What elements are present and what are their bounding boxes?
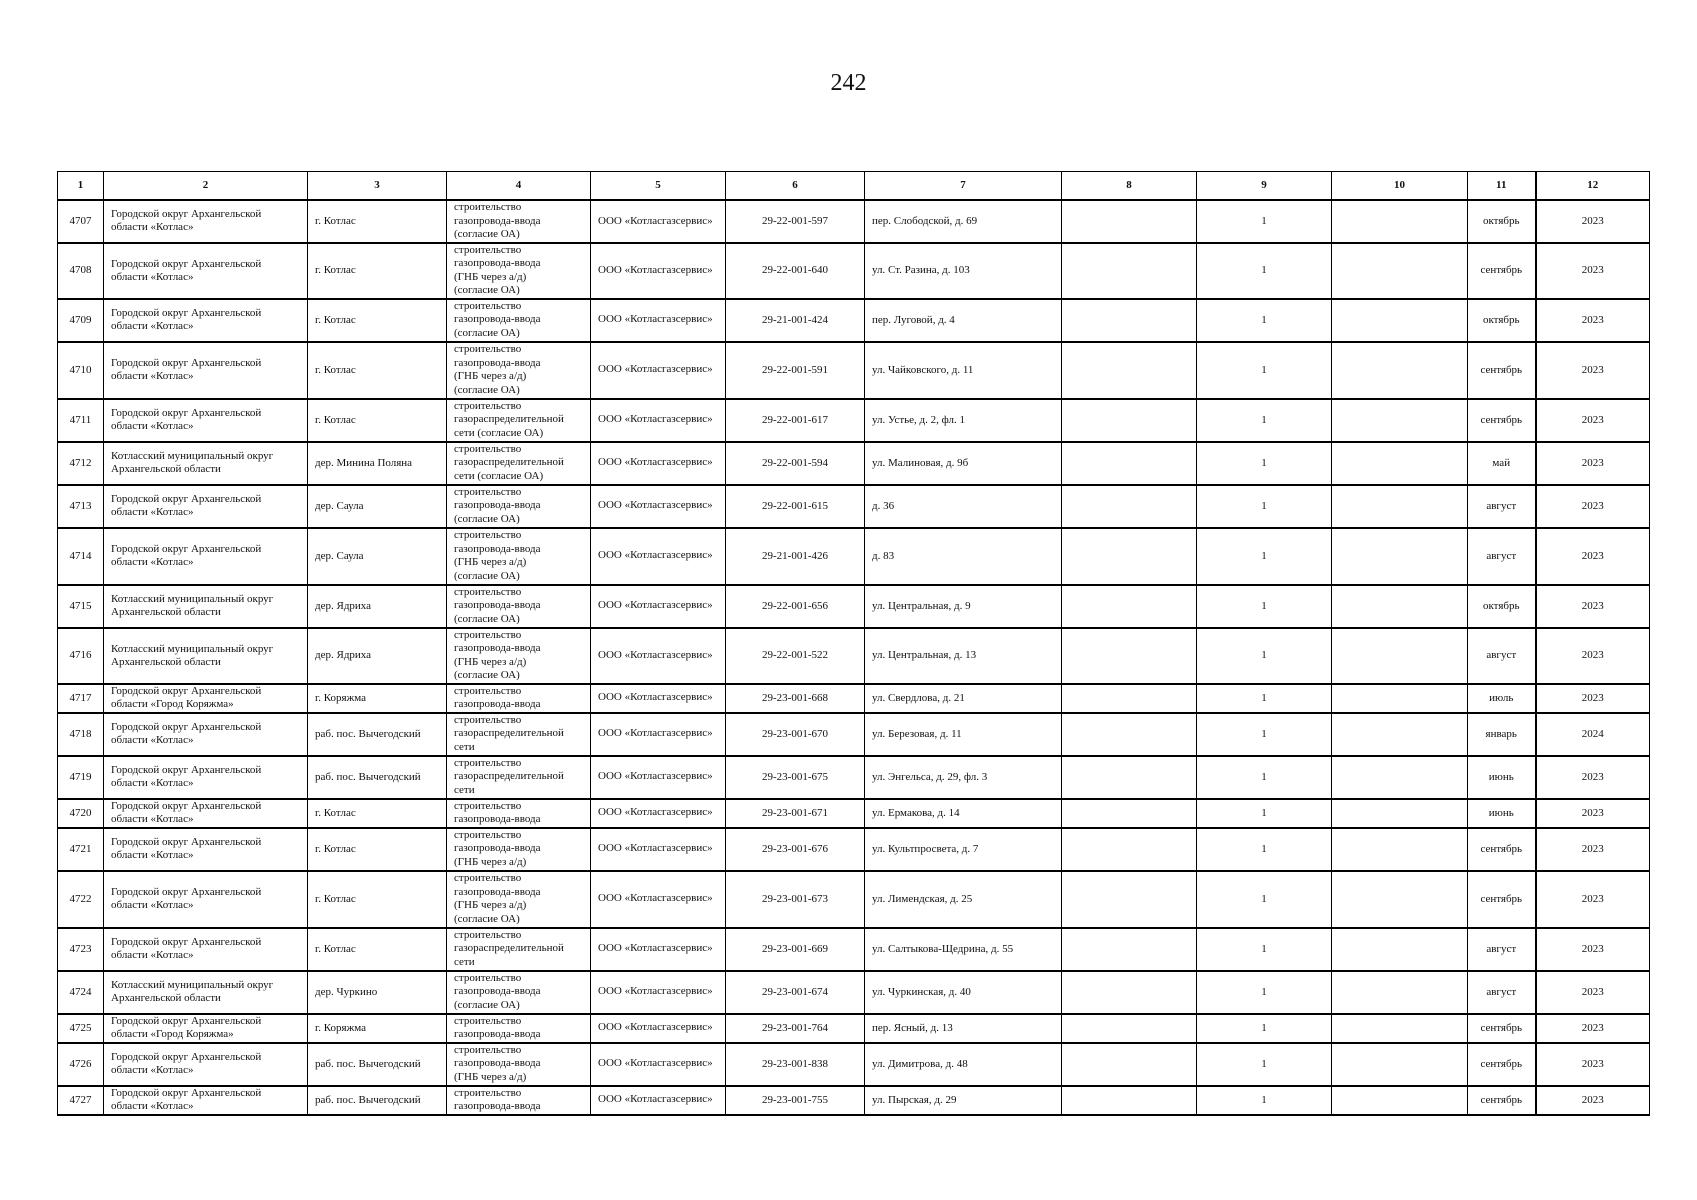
object-code-cell: 29-22-001-591 <box>726 342 865 399</box>
column-8-cell <box>1062 485 1197 528</box>
table-header-row <box>58 172 1650 201</box>
organization-cell: ООО «Котласгазсервис» <box>591 928 726 971</box>
address-cell: ул. Устье, д. 2, фл. 1 <box>865 399 1062 442</box>
work-type-cell: строительство газопровода-ввода (ГНБ через а/д) (согласие ОА) <box>447 628 591 684</box>
row-number-cell: 4708 <box>58 243 104 299</box>
row-number-cell: 4716 <box>58 628 104 684</box>
region-cell: Городской округ Архангельской области «Котлас» <box>104 756 308 799</box>
column-8-cell <box>1062 928 1197 971</box>
organization-cell: ООО «Котласгазсервис» <box>591 713 726 756</box>
column-10-cell <box>1332 485 1468 528</box>
organization-cell: ООО «Котласгазсервис» <box>591 243 726 299</box>
column-header: 9 <box>1197 172 1332 201</box>
column-8-cell <box>1062 528 1197 585</box>
row-number-cell: 4725 <box>58 1014 104 1043</box>
table-row <box>58 713 1650 756</box>
year-cell: 2023 <box>1536 528 1650 585</box>
month-cell: август <box>1468 928 1536 971</box>
column-header: 12 <box>1536 172 1650 201</box>
address-cell: ул. Димитрова, д. 48 <box>865 1043 1062 1086</box>
organization-cell: ООО «Котласгазсервис» <box>591 442 726 485</box>
column-10-cell <box>1332 442 1468 485</box>
organization-cell: ООО «Котласгазсервис» <box>591 342 726 399</box>
region-cell: Городской округ Архангельской области «Котлас» <box>104 342 308 399</box>
address-cell: ул. Центральная, д. 9 <box>865 585 1062 628</box>
table-row <box>58 243 1650 299</box>
work-type-cell: строительство газораспределительной сети (согласие ОА) <box>447 442 591 485</box>
region-cell: Городской округ Архангельской области «Город Коряжма» <box>104 1014 308 1043</box>
column-10-cell <box>1332 243 1468 299</box>
quantity-cell: 1 <box>1197 1086 1332 1115</box>
year-cell: 2023 <box>1536 399 1650 442</box>
address-cell: ул. Малиновая, д. 9б <box>865 442 1062 485</box>
page-number: 242 <box>830 70 867 96</box>
region-cell: Городской округ Архангельской области «Котлас» <box>104 399 308 442</box>
table-row <box>58 756 1650 799</box>
column-10-cell <box>1332 971 1468 1014</box>
column-10-cell <box>1332 1043 1468 1086</box>
year-cell: 2023 <box>1536 756 1650 799</box>
organization-cell: ООО «Котласгазсервис» <box>591 799 726 828</box>
row-number-cell: 4713 <box>58 485 104 528</box>
column-10-cell <box>1332 200 1468 243</box>
table-row <box>58 399 1650 442</box>
year-cell: 2023 <box>1536 243 1650 299</box>
year-cell: 2023 <box>1536 828 1650 871</box>
column-10-cell <box>1332 628 1468 684</box>
quantity-cell: 1 <box>1197 828 1332 871</box>
table-row <box>58 1014 1650 1043</box>
region-cell: Городской округ Архангельской области «Котлас» <box>104 828 308 871</box>
work-type-cell: строительство газопровода-ввода <box>447 1086 591 1115</box>
organization-cell: ООО «Котласгазсервис» <box>591 200 726 243</box>
table-row <box>58 628 1650 684</box>
locality-cell: раб. пос. Вычегодский <box>308 713 447 756</box>
region-cell: Городской округ Архангельской области «Город Коряжма» <box>104 684 308 713</box>
column-8-cell <box>1062 243 1197 299</box>
object-code-cell: 29-22-001-640 <box>726 243 865 299</box>
row-number-cell: 4717 <box>58 684 104 713</box>
month-cell: октябрь <box>1468 200 1536 243</box>
column-header: 4 <box>447 172 591 201</box>
locality-cell: г. Котлас <box>308 928 447 971</box>
year-cell: 2023 <box>1536 971 1650 1014</box>
locality-cell: дер. Чуркино <box>308 971 447 1014</box>
organization-cell: ООО «Котласгазсервис» <box>591 585 726 628</box>
column-8-cell <box>1062 871 1197 928</box>
column-10-cell <box>1332 871 1468 928</box>
region-cell: Городской округ Архангельской области «Котлас» <box>104 928 308 971</box>
row-number-cell: 4726 <box>58 1043 104 1086</box>
work-type-cell: строительство газопровода-ввода (ГНБ через а/д) <box>447 828 591 871</box>
year-cell: 2023 <box>1536 485 1650 528</box>
column-10-cell <box>1332 799 1468 828</box>
organization-cell: ООО «Котласгазсервис» <box>591 628 726 684</box>
object-code-cell: 29-23-001-670 <box>726 713 865 756</box>
quantity-cell: 1 <box>1197 928 1332 971</box>
year-cell: 2023 <box>1536 342 1650 399</box>
month-cell: июль <box>1468 684 1536 713</box>
organization-cell: ООО «Котласгазсервис» <box>591 1043 726 1086</box>
organization-cell: ООО «Котласгазсервис» <box>591 1014 726 1043</box>
column-header: 1 <box>58 172 104 201</box>
column-10-cell <box>1332 585 1468 628</box>
row-number-cell: 4722 <box>58 871 104 928</box>
column-8-cell <box>1062 200 1197 243</box>
address-cell: ул. Чайковского, д. 11 <box>865 342 1062 399</box>
organization-cell: ООО «Котласгазсервис» <box>591 485 726 528</box>
month-cell: октябрь <box>1468 299 1536 342</box>
object-code-cell: 29-23-001-755 <box>726 1086 865 1115</box>
table-row <box>58 200 1650 243</box>
region-cell: Котласский муниципальный округ Архангельской области <box>104 442 308 485</box>
column-8-cell <box>1062 399 1197 442</box>
year-cell: 2023 <box>1536 585 1650 628</box>
work-type-cell: строительство газопровода-ввода <box>447 684 591 713</box>
table-row <box>58 828 1650 871</box>
table-row <box>58 971 1650 1014</box>
locality-cell: г. Котлас <box>308 399 447 442</box>
work-type-cell: строительство газораспределительной сети <box>447 713 591 756</box>
locality-cell: дер. Ядриха <box>308 628 447 684</box>
quantity-cell: 1 <box>1197 971 1332 1014</box>
address-cell: ул. Пырская, д. 29 <box>865 1086 1062 1115</box>
column-10-cell <box>1332 342 1468 399</box>
quantity-cell: 1 <box>1197 342 1332 399</box>
object-code-cell: 29-22-001-594 <box>726 442 865 485</box>
column-8-cell <box>1062 756 1197 799</box>
quantity-cell: 1 <box>1197 528 1332 585</box>
address-cell: пер. Луговой, д. 4 <box>865 299 1062 342</box>
year-cell: 2023 <box>1536 799 1650 828</box>
work-type-cell: строительство газораспределительной сети <box>447 928 591 971</box>
year-cell: 2023 <box>1536 684 1650 713</box>
work-type-cell: строительство газопровода-ввода (согласие ОА) <box>447 200 591 243</box>
column-header: 8 <box>1062 172 1197 201</box>
locality-cell: г. Котлас <box>308 200 447 243</box>
column-8-cell <box>1062 828 1197 871</box>
row-number-cell: 4712 <box>58 442 104 485</box>
work-type-cell: строительство газопровода-ввода (ГНБ через а/д) (согласие ОА) <box>447 342 591 399</box>
month-cell: сентябрь <box>1468 828 1536 871</box>
work-type-cell: строительство газопровода-ввода (ГНБ через а/д) (согласие ОА) <box>447 243 591 299</box>
month-cell: сентябрь <box>1468 399 1536 442</box>
quantity-cell: 1 <box>1197 442 1332 485</box>
address-cell: ул. Свердлова, д. 21 <box>865 684 1062 713</box>
object-code-cell: 29-22-001-656 <box>726 585 865 628</box>
locality-cell: г. Котлас <box>308 243 447 299</box>
object-code-cell: 29-23-001-764 <box>726 1014 865 1043</box>
column-header: 7 <box>865 172 1062 201</box>
column-8-cell <box>1062 1086 1197 1115</box>
table-row <box>58 485 1650 528</box>
registry-table <box>57 171 1650 1116</box>
address-cell: ул. Березовая, д. 11 <box>865 713 1062 756</box>
column-8-cell <box>1062 585 1197 628</box>
quantity-cell: 1 <box>1197 243 1332 299</box>
quantity-cell: 1 <box>1197 585 1332 628</box>
object-code-cell: 29-22-001-597 <box>726 200 865 243</box>
locality-cell: г. Коряжма <box>308 1014 447 1043</box>
locality-cell: раб. пос. Вычегодский <box>308 1086 447 1115</box>
column-header: 11 <box>1468 172 1536 201</box>
region-cell: Городской округ Архангельской области «Котлас» <box>104 713 308 756</box>
month-cell: август <box>1468 628 1536 684</box>
column-8-cell <box>1062 1043 1197 1086</box>
column-10-cell <box>1332 1086 1468 1115</box>
column-header: 5 <box>591 172 726 201</box>
row-number-cell: 4715 <box>58 585 104 628</box>
year-cell: 2023 <box>1536 871 1650 928</box>
year-cell: 2023 <box>1536 1086 1650 1115</box>
work-type-cell: строительство газораспределительной сети <box>447 756 591 799</box>
region-cell: Городской округ Архангельской области «Котлас» <box>104 528 308 585</box>
organization-cell: ООО «Котласгазсервис» <box>591 399 726 442</box>
object-code-cell: 29-23-001-676 <box>726 828 865 871</box>
table-row <box>58 871 1650 928</box>
quantity-cell: 1 <box>1197 485 1332 528</box>
quantity-cell: 1 <box>1197 1014 1332 1043</box>
locality-cell: г. Котлас <box>308 342 447 399</box>
work-type-cell: строительство газопровода-ввода (согласие ОА) <box>447 971 591 1014</box>
row-number-cell: 4721 <box>58 828 104 871</box>
work-type-cell: строительство газораспределительной сети (согласие ОА) <box>447 399 591 442</box>
object-code-cell: 29-22-001-522 <box>726 628 865 684</box>
row-number-cell: 4709 <box>58 299 104 342</box>
organization-cell: ООО «Котласгазсервис» <box>591 971 726 1014</box>
address-cell: ул. Салтыкова-Щедрина, д. 55 <box>865 928 1062 971</box>
locality-cell: дер. Минина Поляна <box>308 442 447 485</box>
region-cell: Котласский муниципальный округ Архангельской области <box>104 585 308 628</box>
quantity-cell: 1 <box>1197 684 1332 713</box>
object-code-cell: 29-23-001-669 <box>726 928 865 971</box>
locality-cell: г. Котлас <box>308 828 447 871</box>
row-number-cell: 4723 <box>58 928 104 971</box>
month-cell: май <box>1468 442 1536 485</box>
column-8-cell <box>1062 799 1197 828</box>
table-row <box>58 585 1650 628</box>
month-cell: август <box>1468 528 1536 585</box>
region-cell: Котласский муниципальный округ Архангельской области <box>104 971 308 1014</box>
organization-cell: ООО «Котласгазсервис» <box>591 871 726 928</box>
column-header: 2 <box>104 172 308 201</box>
table-row <box>58 299 1650 342</box>
column-8-cell <box>1062 628 1197 684</box>
quantity-cell: 1 <box>1197 1043 1332 1086</box>
year-cell: 2023 <box>1536 928 1650 971</box>
row-number-cell: 4714 <box>58 528 104 585</box>
row-number-cell: 4727 <box>58 1086 104 1115</box>
region-cell: Городской округ Архангельской области «Котлас» <box>104 243 308 299</box>
column-8-cell <box>1062 299 1197 342</box>
organization-cell: ООО «Котласгазсервис» <box>591 1086 726 1115</box>
column-10-cell <box>1332 713 1468 756</box>
region-cell: Городской округ Архангельской области «Котлас» <box>104 1043 308 1086</box>
month-cell: сентябрь <box>1468 1014 1536 1043</box>
organization-cell: ООО «Котласгазсервис» <box>591 299 726 342</box>
address-cell: ул. Ст. Разина, д. 103 <box>865 243 1062 299</box>
year-cell: 2023 <box>1536 1014 1650 1043</box>
month-cell: сентябрь <box>1468 243 1536 299</box>
object-code-cell: 29-22-001-615 <box>726 485 865 528</box>
year-cell: 2023 <box>1536 200 1650 243</box>
quantity-cell: 1 <box>1197 871 1332 928</box>
month-cell: октябрь <box>1468 585 1536 628</box>
column-header: 6 <box>726 172 865 201</box>
object-code-cell: 29-23-001-668 <box>726 684 865 713</box>
address-cell: ул. Лимендская, д. 25 <box>865 871 1062 928</box>
month-cell: сентябрь <box>1468 342 1536 399</box>
object-code-cell: 29-23-001-673 <box>726 871 865 928</box>
locality-cell: раб. пос. Вычегодский <box>308 1043 447 1086</box>
table-row <box>58 1043 1650 1086</box>
table-row <box>58 928 1650 971</box>
quantity-cell: 1 <box>1197 713 1332 756</box>
object-code-cell: 29-23-001-838 <box>726 1043 865 1086</box>
quantity-cell: 1 <box>1197 799 1332 828</box>
year-cell: 2023 <box>1536 299 1650 342</box>
column-10-cell <box>1332 756 1468 799</box>
organization-cell: ООО «Котласгазсервис» <box>591 528 726 585</box>
region-cell: Городской округ Архангельской области «Котлас» <box>104 799 308 828</box>
region-cell: Городской округ Архангельской области «Котлас» <box>104 1086 308 1115</box>
locality-cell: г. Котлас <box>308 871 447 928</box>
object-code-cell: 29-21-001-424 <box>726 299 865 342</box>
organization-cell: ООО «Котласгазсервис» <box>591 684 726 713</box>
table-row <box>58 799 1650 828</box>
locality-cell: г. Коряжма <box>308 684 447 713</box>
object-code-cell: 29-21-001-426 <box>726 528 865 585</box>
year-cell: 2023 <box>1536 1043 1650 1086</box>
region-cell: Городской округ Архангельской области «Котлас» <box>104 485 308 528</box>
work-type-cell: строительство газопровода-ввода (согласие ОА) <box>447 485 591 528</box>
month-cell: август <box>1468 971 1536 1014</box>
work-type-cell: строительство газопровода-ввода (согласие ОА) <box>447 299 591 342</box>
region-cell: Котласский муниципальный округ Архангельской области <box>104 628 308 684</box>
locality-cell: дер. Саула <box>308 528 447 585</box>
row-number-cell: 4720 <box>58 799 104 828</box>
work-type-cell: строительство газопровода-ввода <box>447 1014 591 1043</box>
quantity-cell: 1 <box>1197 756 1332 799</box>
month-cell: январь <box>1468 713 1536 756</box>
row-number-cell: 4719 <box>58 756 104 799</box>
column-8-cell <box>1062 684 1197 713</box>
month-cell: сентябрь <box>1468 1043 1536 1086</box>
year-cell: 2023 <box>1536 442 1650 485</box>
month-cell: август <box>1468 485 1536 528</box>
column-header: 3 <box>308 172 447 201</box>
row-number-cell: 4711 <box>58 399 104 442</box>
locality-cell: дер. Саула <box>308 485 447 528</box>
month-cell: сентябрь <box>1468 1086 1536 1115</box>
locality-cell: г. Котлас <box>308 799 447 828</box>
region-cell: Городской округ Архангельской области «Котлас» <box>104 200 308 243</box>
locality-cell: раб. пос. Вычегодский <box>308 756 447 799</box>
column-10-cell <box>1332 828 1468 871</box>
column-10-cell <box>1332 684 1468 713</box>
region-cell: Городской округ Архангельской области «Котлас» <box>104 871 308 928</box>
work-type-cell: строительство газопровода-ввода (ГНБ через а/д) (согласие ОА) <box>447 871 591 928</box>
address-cell: ул. Чуркинская, д. 40 <box>865 971 1062 1014</box>
table-row <box>58 342 1650 399</box>
column-8-cell <box>1062 442 1197 485</box>
object-code-cell: 29-23-001-674 <box>726 971 865 1014</box>
address-cell: д. 83 <box>865 528 1062 585</box>
column-10-cell <box>1332 299 1468 342</box>
column-10-cell <box>1332 928 1468 971</box>
column-10-cell <box>1332 528 1468 585</box>
table-row <box>58 684 1650 713</box>
column-8-cell <box>1062 713 1197 756</box>
organization-cell: ООО «Котласгазсервис» <box>591 756 726 799</box>
table-row <box>58 442 1650 485</box>
row-number-cell: 4707 <box>58 200 104 243</box>
locality-cell: дер. Ядриха <box>308 585 447 628</box>
row-number-cell: 4710 <box>58 342 104 399</box>
address-cell: ул. Ермакова, д. 14 <box>865 799 1062 828</box>
month-cell: июнь <box>1468 799 1536 828</box>
address-cell: д. 36 <box>865 485 1062 528</box>
quantity-cell: 1 <box>1197 399 1332 442</box>
organization-cell: ООО «Котласгазсервис» <box>591 828 726 871</box>
object-code-cell: 29-23-001-671 <box>726 799 865 828</box>
year-cell: 2023 <box>1536 628 1650 684</box>
address-cell: ул. Центральная, д. 13 <box>865 628 1062 684</box>
month-cell: сентябрь <box>1468 871 1536 928</box>
quantity-cell: 1 <box>1197 200 1332 243</box>
year-cell: 2024 <box>1536 713 1650 756</box>
column-8-cell <box>1062 1014 1197 1043</box>
work-type-cell: строительство газопровода-ввода (ГНБ через а/д) (согласие ОА) <box>447 528 591 585</box>
column-10-cell <box>1332 1014 1468 1043</box>
work-type-cell: строительство газопровода-ввода (ГНБ через а/д) <box>447 1043 591 1086</box>
address-cell: пер. Ясный, д. 13 <box>865 1014 1062 1043</box>
work-type-cell: строительство газопровода-ввода <box>447 799 591 828</box>
address-cell: ул. Энгельса, д. 29, фл. 3 <box>865 756 1062 799</box>
month-cell: июнь <box>1468 756 1536 799</box>
row-number-cell: 4718 <box>58 713 104 756</box>
column-8-cell <box>1062 342 1197 399</box>
row-number-cell: 4724 <box>58 971 104 1014</box>
column-header: 10 <box>1332 172 1468 201</box>
column-10-cell <box>1332 399 1468 442</box>
column-8-cell <box>1062 971 1197 1014</box>
region-cell: Городской округ Архангельской области «Котлас» <box>104 299 308 342</box>
locality-cell: г. Котлас <box>308 299 447 342</box>
address-cell: ул. Культпросвета, д. 7 <box>865 828 1062 871</box>
quantity-cell: 1 <box>1197 299 1332 342</box>
object-code-cell: 29-22-001-617 <box>726 399 865 442</box>
object-code-cell: 29-23-001-675 <box>726 756 865 799</box>
work-type-cell: строительство газопровода-ввода (согласие ОА) <box>447 585 591 628</box>
table-row <box>58 528 1650 585</box>
quantity-cell: 1 <box>1197 628 1332 684</box>
table-row <box>58 1086 1650 1115</box>
address-cell: пер. Слободской, д. 69 <box>865 200 1062 243</box>
